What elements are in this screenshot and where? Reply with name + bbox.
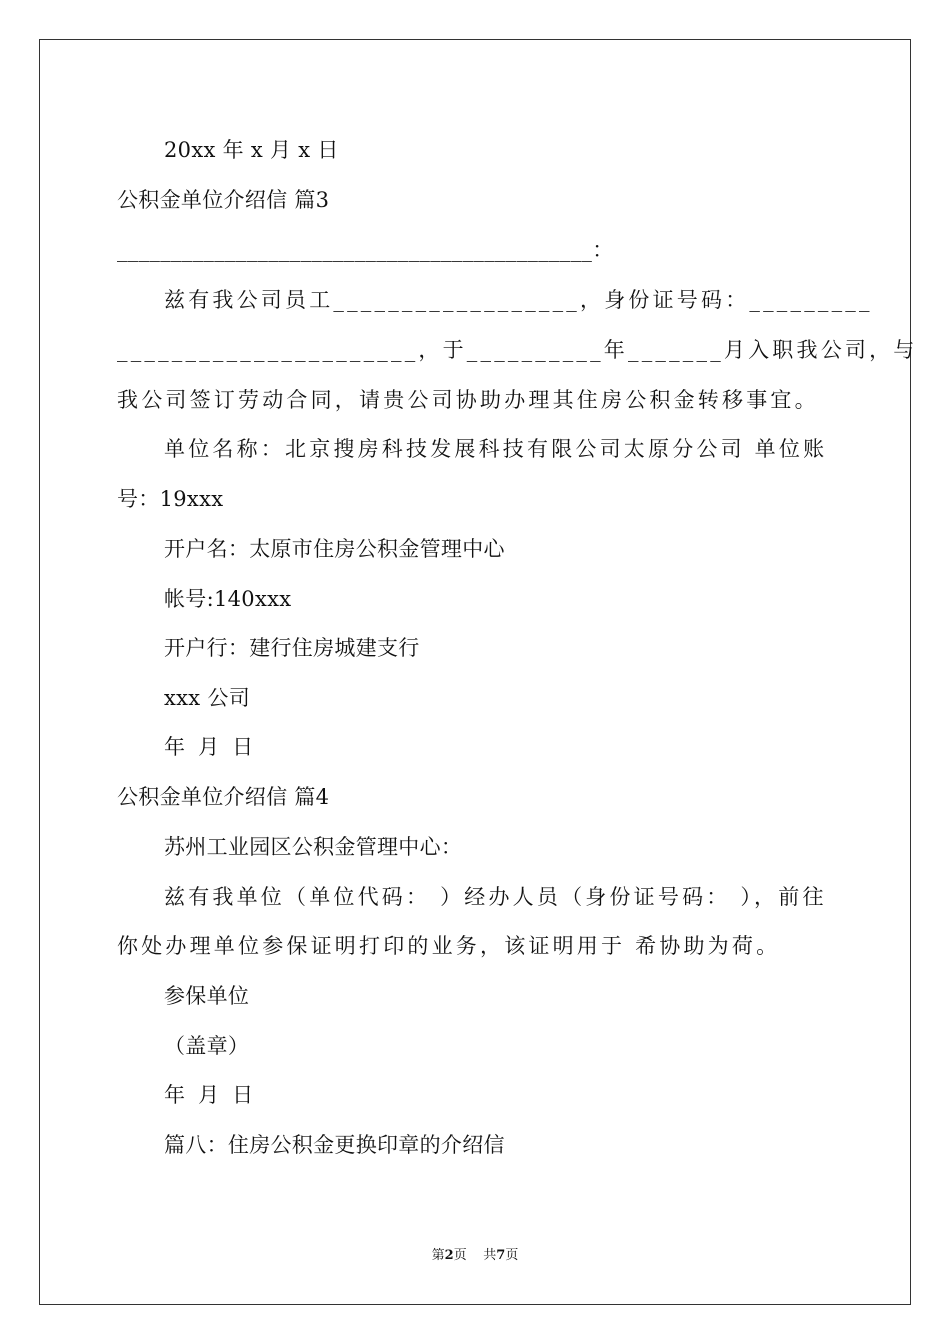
section-heading-4: 公积金单位介绍信 篇4 [117,785,330,809]
account-line: 帐号:140xxx [164,587,292,611]
date-line: 20xx 年 x 月 x 日 [164,138,339,162]
seal-line: （盖章） [164,1034,250,1058]
bank-line: 开户行：建行住房城建支行 [164,636,420,660]
page-number: 2 [444,1248,454,1263]
page-suffix: 页 [453,1248,467,1263]
signature-date: 年 月 日 [164,1083,257,1107]
total-prefix: 共 [483,1248,497,1263]
unit-name-line: 单位名称：北京搜房科技发展科技有限公司太原分公司 单位账 [164,437,828,461]
addressee-line: 苏州工业园区公积金管理中心： [164,835,463,859]
section-heading-8: 篇八：住房公积金更换印章的介绍信 [164,1133,505,1157]
page-prefix: 第 [431,1248,445,1263]
paragraph-line: 你处办理单位参保证明打印的业务，该证明用于 希协助为荷。 [117,934,781,958]
account-name-line: 开户名：太原市住房公积金管理中心 [164,537,505,561]
paragraph-line: 兹有我单位（单位代码： ）经办人员（身份证号码： ），前往 [164,885,827,909]
total-pages: 7 [496,1248,506,1263]
addressee-blank: ____________________________________________： [117,238,614,262]
signature-company: xxx 公司 [164,686,251,710]
paragraph-line: ______________________，于__________年_______月入职我公司，与 [117,338,918,362]
insured-unit-line: 参保单位 [164,984,250,1008]
paragraph-line: 我公司签订劳动合同，请贵公司协助办理其住房公积金转移事宜。 [117,388,819,412]
section-heading-3: 公积金单位介绍信 篇3 [117,188,330,212]
total-suffix: 页 [505,1248,519,1263]
page-frame [39,39,918,1305]
signature-date: 年 月 日 [164,735,257,759]
paragraph-line: 兹有我公司员工__________________，身份证号码：_________ [164,288,873,312]
account-number-line: 号：19xxx [117,487,224,511]
page-footer [0,1247,950,1265]
